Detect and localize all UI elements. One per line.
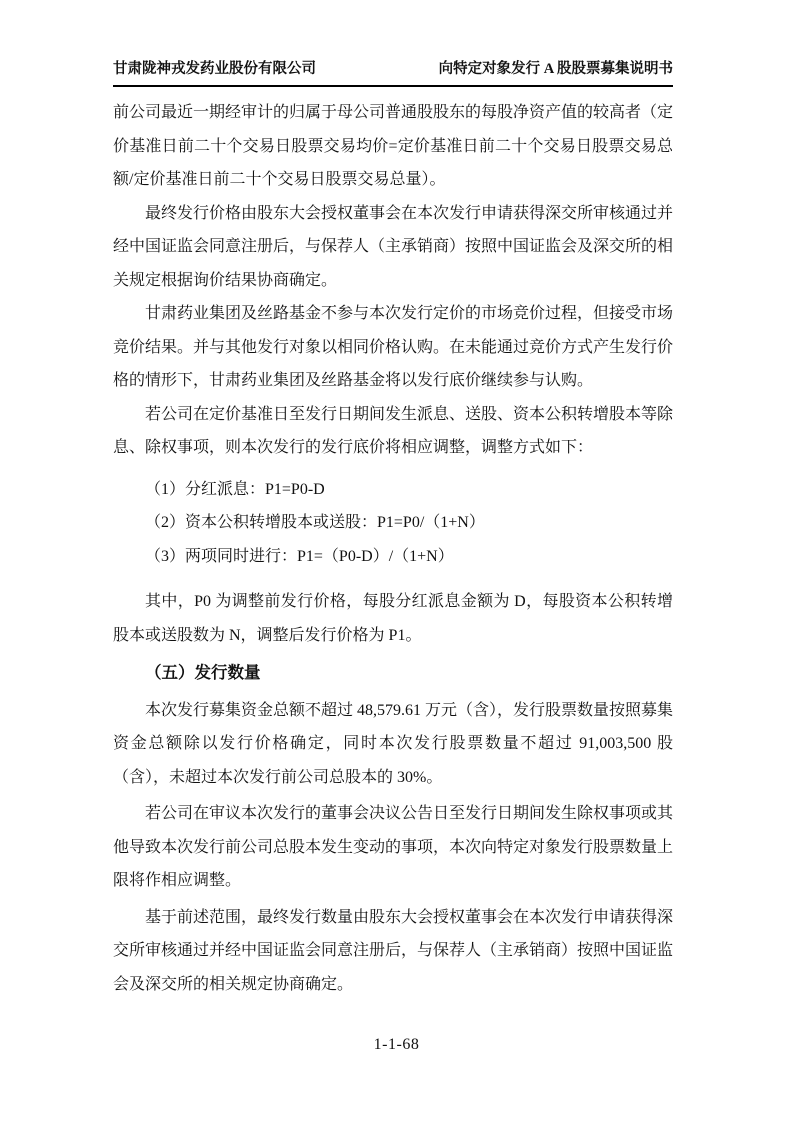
paragraph: 甘肃药业集团及丝路基金不参与本次发行定价的市场竞价过程，但接受市场竞价结果。并与其他发行对象以相同价格认购。在未能通过竞价方式产生发行价格的情形下，甘肃药业集团及丝路基金将以发行底价继续参与认购。: [113, 305, 674, 389]
page-header: [113, 57, 673, 87]
paragraph-continued: 前公司最近一期经审计的归属于母公司普通股股东的每股净资产值的较高者（定价基准日前二十个交易日股票交易均价=定价基准日前二十个交易日股票交易总额/定价基准日前二十个交易日股票交易总量）。: [113, 104, 674, 188]
formula-line-dividend: （1）分红派息：P1=P0-D: [145, 480, 325, 498]
header-company-name: 甘肃陇神戎发药业股份有限公司: [113, 61, 316, 77]
section-heading-issue-quantity: （五）发行数量: [145, 664, 261, 682]
paragraph: 若公司在审议本次发行的董事会决议公告日至发行日期间发生除权事项或其他导致本次发行前公司总股本发生变动的事项，本次向特定对象发行股票数量上限将作相应调整。: [113, 805, 674, 889]
paragraph-formula-definitions: 其中，P0 为调整前发行价格，每股分红派息金额为 D，每股资本公积转增股本或送股数为 N，调整后发行价格为 P1。: [113, 593, 673, 644]
formula-line-capitalization: （2）资本公积转增股本或送股：P1=P0/（1+N）: [145, 514, 485, 531]
header-doc-title: 向特定对象发行 A 股股票募集说明书: [438, 61, 673, 77]
document-body: [113, 96, 673, 1001]
paragraph: 基于前述范围，最终发行数量由股东大会授权董事会在本次发行申请获得深交所审核通过并经中国证监会同意注册后，与保荐人（主承销商）按照中国证监会及深交所的相关规定协商确定。: [113, 908, 674, 993]
adjustment-formula-list: [113, 473, 673, 574]
page-footer: [0, 1036, 793, 1054]
page-number: 1-1-68: [373, 1036, 420, 1053]
paragraph: 本次发行募集资金总额不超过 48,579.61 万元（含），发行股票数量按照募集资金总额除以发行价格确定，同时本次发行股票数量不超过 91,003,500 股（含），未超过本次发行前公司总股本的 30%。: [113, 701, 674, 786]
paragraph: 若公司在定价基准日至发行日期间发生派息、送股、资本公积转增股本等除息、除权事项，则本次发行的发行底价将相应调整，调整方式如下：: [113, 405, 674, 456]
formula-line-combined: （3）两项同时进行：P1=（P0-D）/（1+N）: [145, 547, 454, 565]
paragraph: 最终发行价格由股东大会授权董事会在本次发行申请获得深交所审核通过并经中国证监会同意注册后，与保荐人（主承销商）按照中国证监会及深交所的相关规定根据询价结果协商确定。: [113, 204, 674, 289]
